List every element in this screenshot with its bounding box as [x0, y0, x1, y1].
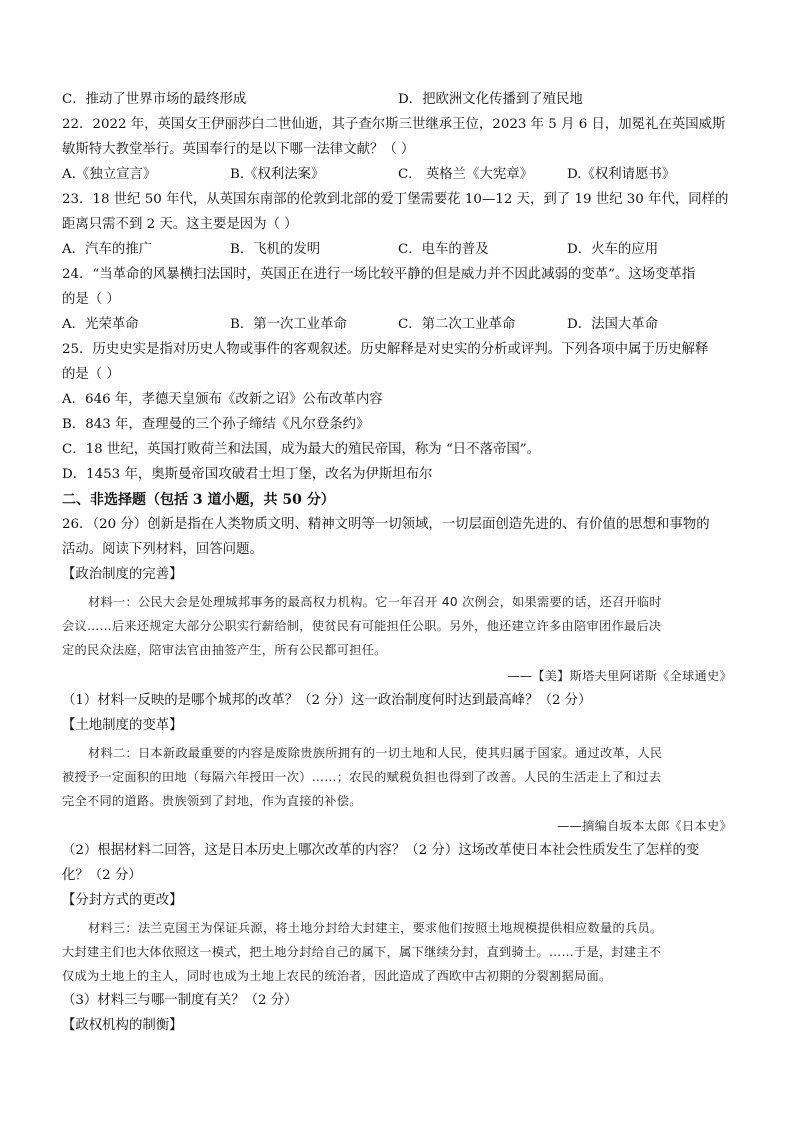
q24-option-d: D．法国大革命	[567, 317, 659, 332]
q26-sub2-line1: （2）根据材料二回答，这是日本历史上哪次改革的内容？（2 分）这场改革使日本社会性质发生了怎样的变	[62, 843, 700, 858]
q25-option-c: C．18 世纪，英国打败荷兰和法国，成为最大的殖民帝国，称为 “日不落帝国”。	[62, 442, 540, 457]
q26-sub2-line2: 化？（2 分）	[62, 868, 142, 883]
q24-option-a: A．光荣革命	[62, 317, 139, 332]
material-3-line3: 仅成为土地上的主人，同时也成为土地上农民的统治者，因此造成了西欧中古初期的分裂割据局面。	[62, 969, 612, 983]
material-2-line3: 完全不同的道路。贵族领到了封地，作为直接的补偿。	[62, 794, 362, 808]
q24-stem-line2: 的是（ ）	[62, 292, 120, 307]
q22-stem-line2: 敏斯特大教堂举行。英国奉行的是以下哪一法律文献？（ ）	[62, 142, 415, 157]
q24-option-b: B．第一次工业革命	[230, 317, 347, 332]
q26-stem-line1: 26．（20 分）创新是指在人类物质文明、精神文明等一切领域，一切层面创造先进的、有价值的思想和事物的	[62, 517, 710, 532]
material-1-line3: 定的民众法庭，陪审法官由抽签产生，所有公民都可担任。	[62, 643, 387, 657]
topic-tag-fief: 【分封方式的更改】	[62, 893, 183, 908]
material-2-line2: 被授予一定面积的田地（每隔六年授田一次）……；农民的赋税负担也得到了改善。人民的生活走上了和过去	[62, 770, 662, 784]
material-1-line1: 材料一：公民大会是处理城邦事务的最高权力机构。它一年召开 40 次例会，如果需要的话，还召开临时	[88, 595, 662, 609]
q23-option-d: D．火车的应用	[567, 242, 659, 257]
topic-tag-political: 【政治制度的完善】	[62, 567, 183, 582]
q23-stem-line1: 23．18 世纪 50 年代，从英国东南部的伦敦到北部的爱丁堡需要花 10—12 天，到了 19 世纪 30 年代，同样的	[62, 192, 729, 207]
q22-stem-line1: 22．2022 年，英国女王伊丽莎白二世仙逝，其子查尔斯三世继承王位，2023 年 5 月 6 日，加冕礼在英国威斯	[62, 117, 726, 132]
material-2-source: ——摘编自坂本太郎《日本史》	[557, 819, 732, 833]
q25-option-b: B．843 年，查理曼的三个孙子缔结《凡尔登条约》	[62, 417, 370, 432]
q22-option-c: C． 英格兰《大宪章》	[398, 167, 534, 182]
q26-sub3: （3）材料三与哪一制度有关？（2 分）	[62, 993, 298, 1008]
q22-option-a: A.《独立宣言》	[62, 167, 157, 182]
q26-sub1: （1）材料一反映的是哪个城邦的改革？（2 分）这一政治制度何时达到最高峰？（2 分）	[62, 693, 592, 708]
q26-stem-line2: 活动。阅读下列材料，回答问题。	[62, 542, 263, 557]
q25-stem-line1: 25．历史史实是指对历史人物或事件的客观叙述。历史解释是对史实的分析或评判。下列各项中属于历史解释	[62, 342, 709, 357]
q24-stem-line1: 24．“当革命的风暴横扫法国时，英国正在进行一场比较平静的但是威力并不因此减弱的变革”。这场变革指	[62, 267, 696, 282]
q22-option-d: D.《权利请愿书》	[567, 167, 676, 182]
topic-tag-checks: 【政权机构的制衡】	[62, 1018, 183, 1033]
material-1-line2: 会议……后来还规定大部分公职实行薪给制，使贫民有可能担任公职。另外，他还建立许多由陪审团作最后决	[62, 619, 662, 633]
material-2-line1: 材料二：日本新政最重要的内容是废除贵族所拥有的一切土地和人民，使其归属于国家。通过改革，人民	[88, 746, 663, 760]
section-heading: 二、非选择题（包括 3 道小题，共 50 分）	[62, 492, 335, 508]
q23-stem-line2: 距离只需不到 2 天。这主要是因为（ ）	[62, 217, 298, 232]
q23-option-b: B．飞机的发明	[230, 242, 321, 257]
topic-tag-land: 【土地制度的变革】	[62, 718, 183, 733]
q23-option-a: A．汽车的推广	[62, 242, 153, 257]
q24-option-c: C．第二次工业革命	[398, 317, 516, 332]
q25-option-a: A．646 年，孝德天皇颁布《改新之诏》公布改革内容	[62, 392, 383, 407]
material-3-line2: 大封建主们也大体依照这一模式，把土地分封给自己的属下，属下继续分封，直到骑士。……于是，封建主不	[62, 945, 662, 959]
q25-option-d: D．1453 年，奥斯曼帝国攻破君士坦丁堡，改名为伊斯坦布尔	[62, 467, 433, 482]
q23-option-c: C．电车的普及	[398, 242, 489, 257]
q21-option-c: C．推动了世界市场的最终形成	[62, 92, 247, 107]
material-3-line1: 材料三：法兰克国王为保证兵源，将土地分封给大封建主，要求他们按照土地规模提供相应数量的兵员。	[88, 921, 663, 935]
q25-stem-line2: 的是（ ）	[62, 367, 120, 382]
material-1-source: ——【美】斯塔夫里阿诺斯《全球通史》	[507, 669, 732, 683]
q21-option-d: D．把欧洲文化传播到了殖民地	[398, 92, 583, 107]
q22-option-b: B.《权利法案》	[230, 167, 325, 182]
